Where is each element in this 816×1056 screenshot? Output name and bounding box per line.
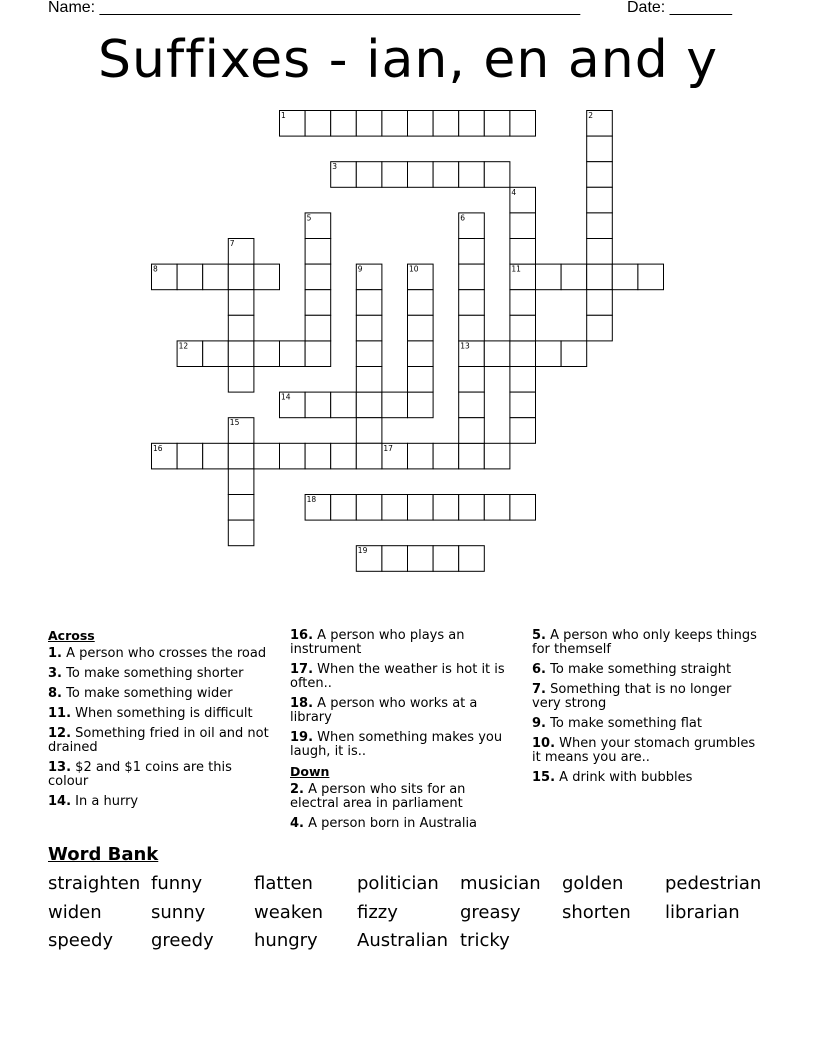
word-bank-word: musician — [460, 873, 541, 894]
crossword-cell — [459, 392, 485, 418]
clue-number-label: 2 — [588, 111, 593, 120]
crossword-cell — [331, 495, 357, 521]
clue-down-4: 4. A person born in Australia — [290, 816, 478, 831]
clue-column-3 — [532, 629, 764, 791]
crossword-cell — [587, 264, 613, 290]
word-bank-word: speedy — [48, 930, 114, 951]
crossword-cell — [484, 443, 510, 469]
crossword-cell — [331, 443, 357, 469]
clue-number-label: 13 — [460, 341, 470, 351]
clue-column-1 — [48, 629, 276, 815]
clue-down-5: 5. A person who only keeps things for themself — [532, 628, 757, 657]
clue-across-13: 13. $2 and $1 coins are this colour — [48, 760, 232, 789]
clue-number-label: 14 — [281, 392, 291, 402]
clue-number-label: 5 — [306, 213, 312, 223]
crossword-cell — [356, 392, 382, 418]
crossword-cell — [203, 443, 229, 469]
word-bank-word: golden — [562, 873, 624, 894]
word-bank-word: straighten — [48, 873, 141, 894]
word-bank-word: widen — [48, 902, 102, 923]
crossword-cell — [177, 443, 203, 469]
crossword-cell — [459, 239, 485, 265]
crossword-cell — [228, 290, 254, 316]
clue-down-7: 7. Something that is no longer very strong — [532, 682, 732, 711]
crossword-cell — [510, 315, 536, 341]
crossword-cell — [510, 341, 536, 367]
clue-across-16: 16. A person who plays an instrument — [290, 628, 465, 657]
crossword-cell — [459, 290, 485, 316]
clue-down-6: 6. To make something straight — [532, 662, 732, 677]
name-field: Name: ______________________________________________________ — [48, 0, 581, 16]
crossword-cell — [587, 315, 613, 341]
clue-across-14: 14. In a hurry — [48, 794, 139, 809]
crossword-cell — [510, 213, 536, 239]
crossword-cell — [408, 367, 434, 393]
clue-number-label: 16 — [153, 443, 163, 453]
crossword-cell — [587, 213, 613, 239]
word-bank-word: politician — [357, 873, 439, 894]
crossword-cell — [484, 162, 510, 188]
crossword-cell — [510, 495, 536, 521]
crossword-cell — [382, 392, 408, 418]
crossword-cell — [203, 341, 229, 367]
crossword-cell — [459, 546, 485, 572]
word-bank-word: hungry — [254, 930, 318, 951]
crossword-cell — [484, 341, 510, 367]
crossword-cell — [510, 418, 536, 444]
crossword-cell — [228, 264, 254, 290]
crossword-cell — [587, 290, 613, 316]
crossword-cell — [408, 392, 434, 418]
across-heading: Across — [48, 628, 95, 643]
clue-number-label: 9 — [357, 264, 363, 274]
crossword-cell — [408, 111, 434, 137]
clue-number-label: 19 — [357, 546, 368, 556]
crossword-cell — [356, 367, 382, 393]
crossword-cell — [228, 520, 254, 546]
crossword-cell — [305, 443, 331, 469]
crossword-cell — [408, 290, 434, 316]
crossword-cell — [356, 341, 382, 367]
crossword-cell — [408, 341, 434, 367]
crossword-cell — [356, 111, 382, 137]
clue-number-label: 11 — [511, 264, 521, 274]
crossword-cell — [254, 443, 280, 469]
crossword-cell — [280, 341, 306, 367]
clue-number-label: 18 — [306, 495, 317, 504]
clue-down-15: 15. A drink with bubbles — [532, 770, 693, 785]
crossword-cell — [484, 111, 510, 137]
word-bank-word: fizzy — [357, 902, 398, 923]
crossword-cell — [305, 239, 331, 265]
clue-down-10: 10. When your stomach grumbles it means you are.. — [532, 736, 756, 765]
word-bank-title: Word Bank — [48, 844, 159, 865]
crossword-cell — [305, 111, 331, 137]
word-bank-word: librarian — [665, 902, 740, 923]
word-bank-word: pedestrian — [665, 873, 762, 894]
crossword-cell — [228, 443, 254, 469]
clue-across-12: 12. Something fried in oil and not drained — [48, 726, 269, 755]
crossword-cell — [459, 418, 485, 444]
clue-number-label: 4 — [511, 187, 517, 197]
crossword-cell — [305, 290, 331, 316]
crossword-cell — [587, 187, 613, 213]
crossword-cell — [459, 111, 485, 137]
crossword-cell — [408, 315, 434, 341]
crossword-cell — [433, 546, 459, 572]
crossword-cell — [638, 264, 664, 290]
crossword-cell — [280, 443, 306, 469]
clue-column-2 — [290, 629, 518, 837]
crossword-cell — [510, 367, 536, 393]
crossword-cell — [228, 341, 254, 367]
crossword-cell — [408, 546, 434, 572]
crossword-cell — [459, 264, 485, 290]
crossword-cell — [408, 495, 434, 521]
crossword-cell — [510, 111, 536, 137]
crossword-cell — [459, 315, 485, 341]
crossword-cell — [203, 264, 229, 290]
crossword-cell — [305, 315, 331, 341]
clue-across-19: 19. When something makes you laugh, it is.. — [290, 730, 503, 759]
clue-across-11: 11. When something is difficult — [48, 706, 253, 721]
clue-number-label: 7 — [229, 239, 235, 248]
crossword-cell — [382, 162, 408, 188]
crossword-cell — [561, 264, 587, 290]
clue-across-1: 1. A person who crosses the road — [48, 646, 267, 661]
crossword-cell — [612, 264, 638, 290]
word-bank-word: Australian — [357, 930, 449, 951]
crossword-cell — [459, 162, 485, 188]
crossword-cell — [536, 264, 562, 290]
crossword-cell — [382, 546, 408, 572]
crossword-cell — [228, 495, 254, 521]
word-bank-word: funny — [151, 873, 203, 894]
clue-number-label: 12 — [178, 341, 189, 351]
crossword-cell — [382, 111, 408, 137]
crossword-cell — [510, 392, 536, 418]
clue-across-8: 8. To make something wider — [48, 686, 233, 701]
crossword-cell — [305, 341, 331, 367]
crossword-cell — [228, 367, 254, 393]
crossword-cell — [433, 495, 459, 521]
crossword-cell — [228, 469, 254, 495]
word-bank-word: shorten — [562, 902, 631, 923]
clue-number-label: 3 — [332, 162, 337, 172]
crossword-cell — [254, 264, 280, 290]
crossword-cell — [356, 495, 382, 521]
clue-across-17: 17. When the weather is hot it is often.. — [290, 662, 505, 691]
crossword-cell — [459, 367, 485, 393]
clue-number-label: 10 — [409, 264, 419, 274]
crossword-cell — [356, 418, 382, 444]
crossword-cell — [433, 111, 459, 137]
crossword-cell — [331, 392, 357, 418]
crossword-cell — [177, 264, 203, 290]
down-heading: Down — [290, 764, 330, 779]
clue-number-label: 17 — [383, 443, 393, 453]
crossword-cell — [510, 290, 536, 316]
crossword-cell — [561, 341, 587, 367]
crossword-cell — [356, 443, 382, 469]
date-field: Date: _______ — [627, 0, 732, 16]
clue-down-9: 9. To make something flat — [532, 716, 702, 731]
clue-down-2: 2. A person who sits for an electral area in parliament — [290, 782, 466, 811]
crossword-cell — [433, 162, 459, 188]
word-bank-word: flatten — [254, 873, 313, 894]
crossword-cell — [408, 443, 434, 469]
crossword-cell — [356, 290, 382, 316]
crossword-cell — [510, 239, 536, 265]
word-bank-word: greasy — [460, 902, 521, 923]
crossword-cell — [408, 162, 434, 188]
crossword-cell — [536, 341, 562, 367]
word-bank-word: tricky — [460, 930, 510, 951]
crossword-cell — [433, 443, 459, 469]
word-bank-word: weaken — [254, 902, 324, 923]
crossword-cell — [305, 264, 331, 290]
crossword-cell — [587, 136, 613, 162]
crossword-cell — [331, 111, 357, 137]
crossword-cell — [459, 443, 485, 469]
clue-across-3: 3. To make something shorter — [48, 666, 244, 681]
crossword-cell — [356, 162, 382, 188]
crossword-cell — [228, 315, 254, 341]
crossword-cell — [484, 495, 510, 521]
word-bank-word: greedy — [151, 930, 214, 951]
clue-across-18: 18. A person who works at a library — [290, 696, 478, 725]
clue-number-label: 1 — [281, 111, 286, 120]
word-bank-word: sunny — [151, 902, 206, 923]
crossword-cell — [587, 162, 613, 188]
crossword-cell — [459, 495, 485, 521]
clue-number-label: 6 — [460, 213, 465, 223]
crossword-cell — [587, 239, 613, 265]
crossword-cell — [356, 315, 382, 341]
clue-number-label: 15 — [229, 418, 240, 428]
crossword-cell — [382, 495, 408, 521]
clue-number-label: 8 — [153, 264, 158, 274]
crossword-cell — [305, 392, 331, 418]
crossword-cell — [254, 341, 280, 367]
page-title: Suffixes - ian, en and y — [97, 30, 719, 90]
